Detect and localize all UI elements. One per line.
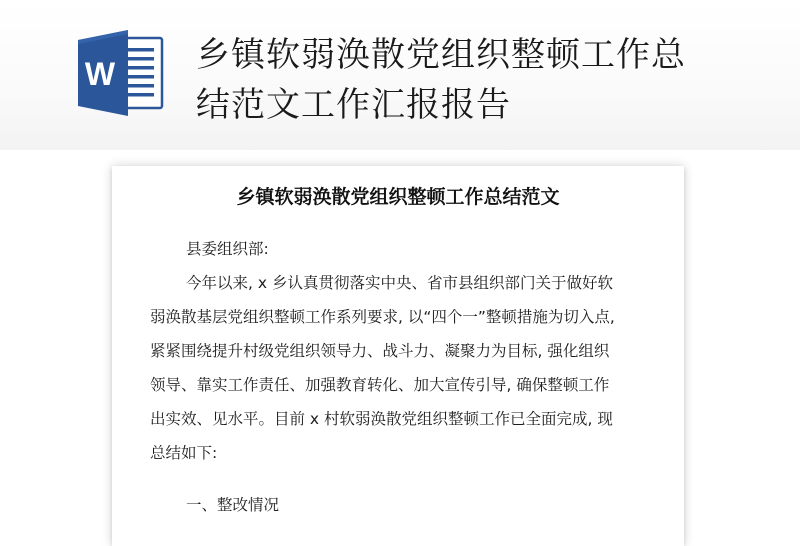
body-line: 领导、靠实工作责任、加强教育转化、加大宣传引导, 确保整顿工作 <box>150 376 610 394</box>
body-line: 今年以来, x 乡认真贯彻落实中央、省市县组织部门关于做好软 <box>186 274 613 292</box>
body-line: 总结如下: <box>150 444 218 462</box>
document-heading: 乡镇软弱涣散党组织整顿工作总结范文 <box>236 186 560 208</box>
salutation <box>150 232 650 266</box>
page-title <box>196 30 756 130</box>
body-line: 弱涣散基层党组织整顿工作系列要求, 以“四个一”整顿措施为切入点, <box>150 308 615 326</box>
body-line: 紧紧围绕提升村级党组织领导力、战斗力、凝聚力为目标, 强化组织 <box>150 342 610 360</box>
svg-text:W: W <box>84 56 116 92</box>
title-line: 结范文工作汇报报告 <box>196 85 511 125</box>
body-paragraph <box>150 266 650 470</box>
section-heading-text: 一、整改情况 <box>186 496 280 514</box>
section-heading <box>150 488 650 522</box>
header-banner <box>0 0 800 150</box>
word-document-icon <box>78 30 168 116</box>
document-page <box>112 166 684 546</box>
body-line: 出实效、见水平。目前 x 村软弱涣散党组织整顿工作已全面完成, 现 <box>150 410 613 428</box>
salutation-text: 县委组织部: <box>186 240 269 258</box>
title-line: 乡镇软弱涣散党组织整顿工作总 <box>196 35 686 75</box>
